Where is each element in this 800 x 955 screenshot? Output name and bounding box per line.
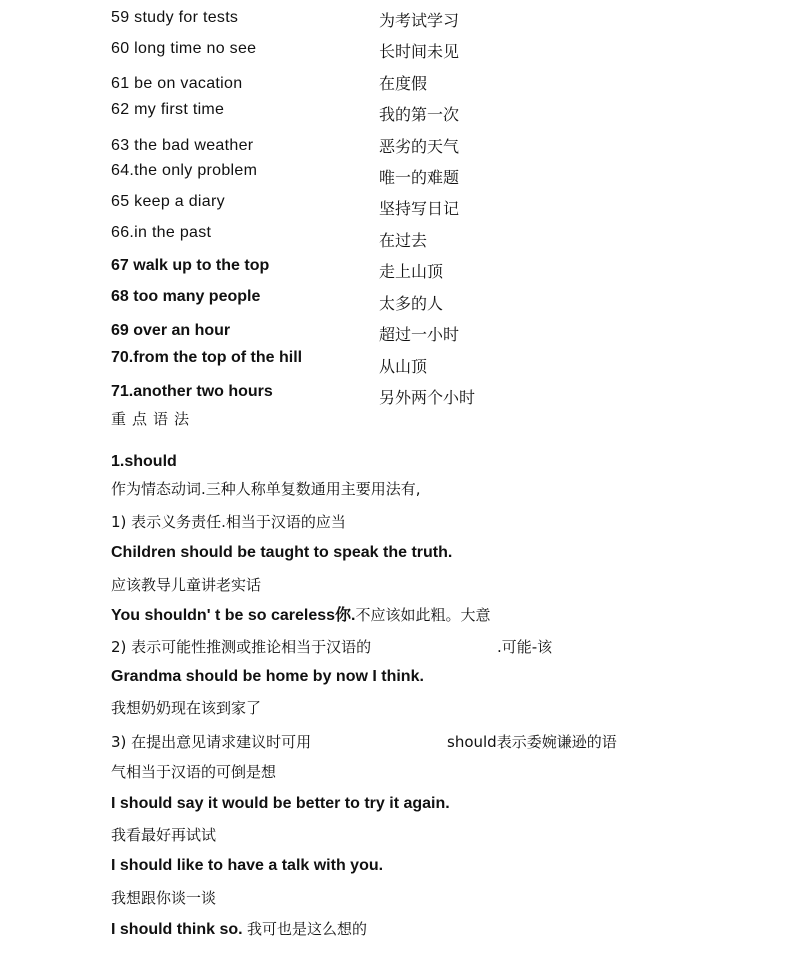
grammar-use-3c: 气相当于汉语的可倒是想 xyxy=(111,763,277,781)
phrase-zh-69: 超过一小时 xyxy=(379,325,460,344)
grammar-use-3a: 3) 在提出意见请求建议时可用 xyxy=(111,733,312,751)
grammar-use-1: 1) 表示义务责任.相当于汉语的应当 xyxy=(111,513,346,531)
example-6-zh: 我可也是这么想的 xyxy=(247,920,368,938)
phrase-en-71: 71.another two hours xyxy=(111,383,273,400)
phrase-zh-62: 我的第一次 xyxy=(379,105,460,124)
example-5-en: I should like to have a talk with you. xyxy=(111,857,384,874)
example-4-en: I should say it would be better to try it again. xyxy=(111,795,450,812)
phrase-en-68: 68 too many people xyxy=(111,288,261,305)
phrase-zh-65: 坚持写日记 xyxy=(379,199,460,218)
example-1-zh: 应该教导儿童讲老实话 xyxy=(111,576,262,594)
example-3-zh: 我想奶奶现在该到家了 xyxy=(111,699,262,717)
phrase-zh-61: 在度假 xyxy=(379,74,428,93)
phrase-en-65: 65 keep a diary xyxy=(111,193,225,210)
grammar-intro: 作为情态动词.三种人称单复数通用主要用法有, xyxy=(111,480,421,498)
phrase-en-63: 63 the bad weather xyxy=(111,137,254,154)
grammar-use-2a: 2) 表示可能性推测或推论相当于汉语的 xyxy=(111,638,372,656)
grammar-use-2b: .可能-该 xyxy=(497,638,553,656)
phrase-en-60: 60 long time no see xyxy=(111,40,257,57)
phrase-zh-70: 从山顶 xyxy=(379,357,428,376)
phrase-en-67: 67 walk up to the top xyxy=(111,257,270,274)
phrase-en-62: 62 my first time xyxy=(111,101,225,118)
phrase-zh-64: 唯一的难题 xyxy=(379,168,460,187)
phrase-en-64: 64.the only problem xyxy=(111,162,258,179)
phrase-zh-59: 为考试学习 xyxy=(379,11,460,30)
phrase-en-61: 61 be on vacation xyxy=(111,75,243,92)
example-6-en: I should think so. xyxy=(111,921,243,938)
grammar-title: 1.should xyxy=(111,453,177,470)
phrase-zh-63: 恶劣的天气 xyxy=(379,137,460,156)
phrase-zh-60: 长时间未见 xyxy=(379,42,460,61)
section-heading: 重点语法 xyxy=(111,410,196,428)
example-2-line xyxy=(111,608,490,624)
phrase-zh-67: 走上山顶 xyxy=(379,262,444,281)
example-3-en: Grandma should be home by now I think. xyxy=(111,668,424,685)
example-2-zh: 不应该如此粗。大意 xyxy=(355,606,491,624)
grammar-use-3b: should表示委婉谦逊的语 xyxy=(447,733,617,751)
example-2-en: You shouldn' t be so careless你. xyxy=(111,607,356,624)
phrase-zh-66: 在过去 xyxy=(379,231,428,250)
phrase-en-69: 69 over an hour xyxy=(111,322,231,339)
phrase-zh-68: 太多的人 xyxy=(379,294,444,313)
example-1-en: Children should be taught to speak the truth. xyxy=(111,544,453,561)
example-4-zh: 我看最好再试试 xyxy=(111,826,217,844)
phrase-en-70: 70.from the top of the hill xyxy=(111,349,303,366)
phrase-en-66: 66.in the past xyxy=(111,224,212,241)
phrase-en-59: 59 study for tests xyxy=(111,9,239,26)
phrase-zh-71: 另外两个小时 xyxy=(379,388,476,407)
example-6-line xyxy=(111,922,367,938)
example-5-zh: 我想跟你谈一谈 xyxy=(111,889,217,907)
